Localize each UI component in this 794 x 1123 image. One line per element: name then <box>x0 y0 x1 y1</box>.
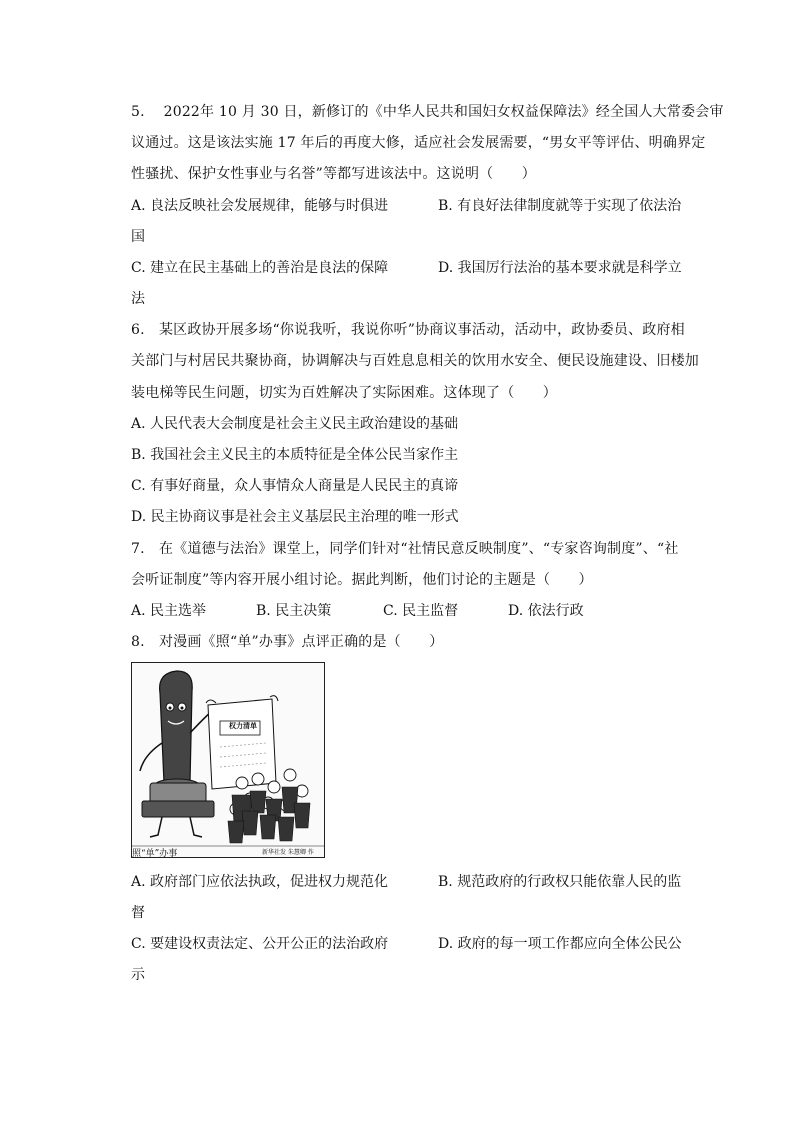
q6-option-b[interactable]: B. 我国社会主义民主的本质特征是全体公民当家作主 <box>131 447 459 463</box>
q5-stem-line-2: 议通过。这是该法实施 17 年后的再度大修，适应社会发展需要，“男女平等评估、明确界定 <box>131 135 706 151</box>
q7-stem-line-1: 7. 在《道德与法治》课堂上，同学们针对“社情民意反映制度”、“专家咨询制度”、“社 <box>131 541 679 557</box>
q8-option-b-continued: 督 <box>131 905 145 921</box>
q7-option-b[interactable]: B. 民主决策 <box>256 603 332 619</box>
cartoon-image <box>131 662 325 858</box>
q5-stem-line-3: 性骚扰、保护女性事业与名誉”等都写进该法中。这说明（ ） <box>131 166 536 182</box>
q6-stem-line-3: 装电梯等民生问题，切实为百姓解决了实际困难。这体现了（ ） <box>131 385 557 401</box>
q7-option-d[interactable]: D. 依法行政 <box>508 603 584 619</box>
q5-option-a[interactable]: A. 良法反映社会发展规律，能够与时俱进 <box>131 198 389 214</box>
q5-stem-line-1: 5. 2022年 10 月 30 日，新修订的《中华人民共和国妇女权益保障法》经全国人大常委会审 <box>131 104 724 120</box>
cartoon-caption: 照“单”办事 <box>132 849 178 859</box>
q7-stem-line-2: 会听证制度”等内容开展小组讨论。据此判断，他们讨论的主题是（ ） <box>131 572 593 588</box>
q8-option-d-continued: 示 <box>131 967 145 983</box>
q5-option-c[interactable]: C. 建立在民主基础上的善治是良法的保障 <box>131 260 389 276</box>
q8-stem-line-1: 8. 对漫画《照“单”办事》点评正确的是（ ） <box>131 634 444 650</box>
q6-stem-line-1: 6. 某区政协开展多场“你说我听，我说你听”协商议事活动，活动中，政协委员、政府相 <box>131 322 685 338</box>
cartoon-credit: 新华社发 朱慧卿 作 <box>262 849 314 856</box>
q7-option-c[interactable]: C. 民主监督 <box>383 603 459 619</box>
q6-option-c[interactable]: C. 有事好商量，众人事情众人商量是人民民主的真谛 <box>131 478 459 494</box>
cartoon-drawing <box>132 663 325 858</box>
cartoon-list-title: 权力清单 <box>229 721 257 730</box>
q5-option-b[interactable]: B. 有良好法律制度就等于实现了依法治 <box>438 198 682 214</box>
q6-stem-line-2: 关部门与村居民共聚协商，协调解决与百姓息息相关的饮用水安全、便民设施建设、旧楼加 <box>131 353 699 369</box>
q5-option-b-continued: 国 <box>131 229 145 245</box>
q5-option-d-continued: 法 <box>131 291 145 307</box>
q8-option-b[interactable]: B. 规范政府的行政权只能依靠人民的监 <box>438 874 682 890</box>
q6-option-d[interactable]: D. 民主协商议事是社会主义基层民主治理的唯一形式 <box>131 509 459 525</box>
q6-option-a[interactable]: A. 人民代表大会制度是社会主义民主政治建设的基础 <box>131 416 459 432</box>
q8-option-c[interactable]: C. 要建设权责法定、公开公正的法治政府 <box>131 936 389 952</box>
q7-option-a[interactable]: A. 民主选举 <box>131 603 207 619</box>
q5-option-d[interactable]: D. 我国厉行法治的基本要求就是科学立 <box>438 260 682 276</box>
q8-option-a[interactable]: A. 政府部门应依法执政，促进权力规范化 <box>131 874 389 890</box>
q8-option-d[interactable]: D. 政府的每一项工作都应向全体公民公 <box>438 936 682 952</box>
